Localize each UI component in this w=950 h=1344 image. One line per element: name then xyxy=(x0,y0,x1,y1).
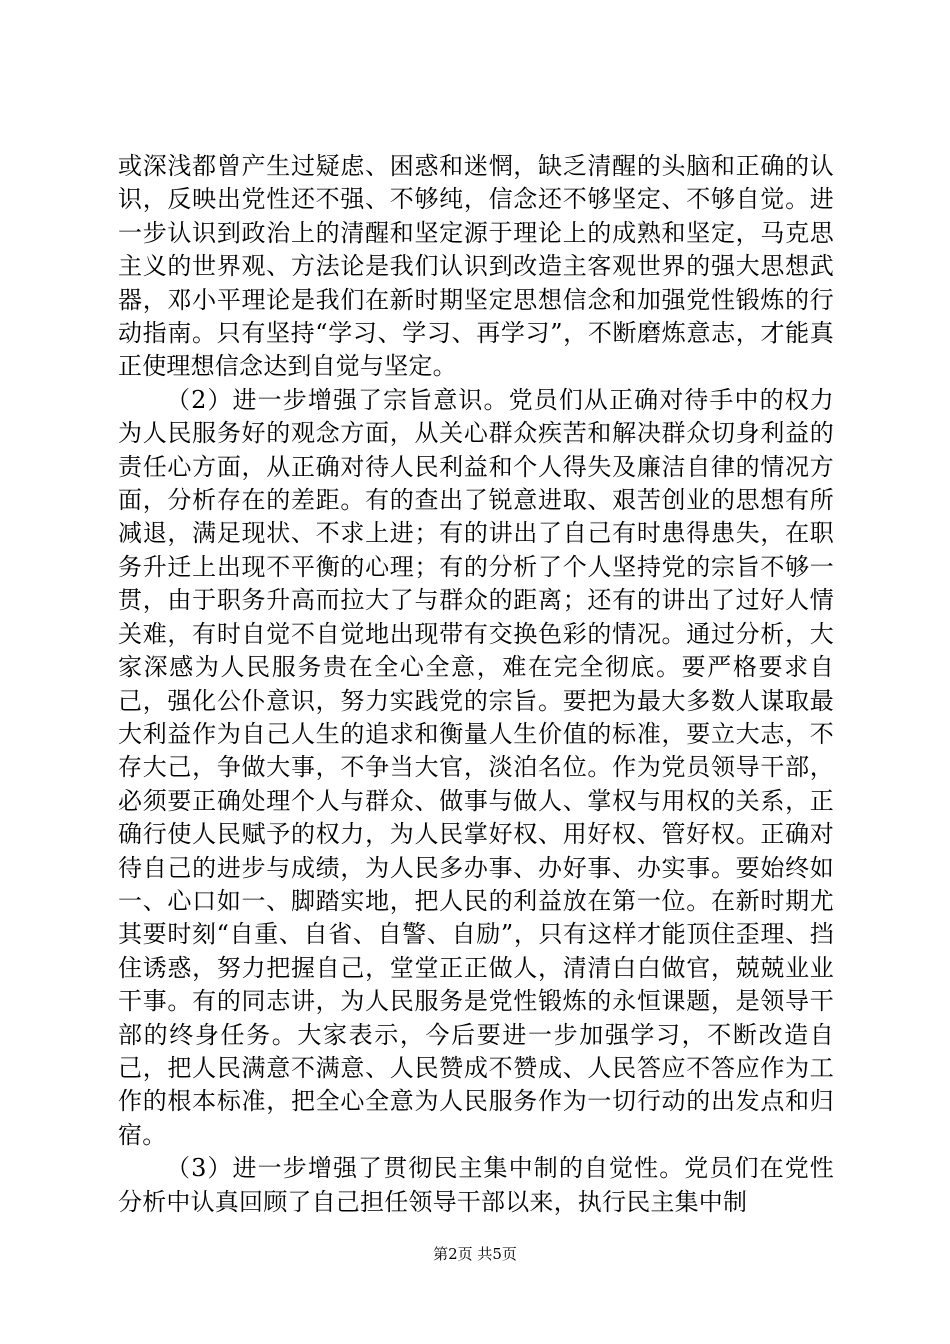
paragraph-continued: 或深浅都曾产生过疑虑、困惑和迷惘，缺乏清醒的头脑和正确的认识，反映出党性还不强、不够纯，信念还不够坚定、不够自觉。进一步认识到政治上的清醒和坚定源于理论上的成熟和坚定，马克思主义的世界观、方法论是我们认识到改造主客观世界的强大思想武器，邓小平理论是我们在新时期坚定思想信念和加强党性锻炼的行动指南。只有坚持“学习、学习、再学习”，不断磨炼意志，才能真正使理想信念达到自觉与坚定。 xyxy=(118,152,834,381)
page-footer: 第2页 共5页 xyxy=(433,1245,517,1263)
paragraph-purpose-awareness: （2）进一步增强了宗旨意识。党员们从正确对待手中的权力为人民服务好的观念方面，从关心群众疾苦和解决群众切身利益的责任心方面，从正确对待人民利益和个人得失及廉洁自律的情况方面，分析存在的差距。有的查出了锐意进取、艰苦创业的思想有所减退，满足现状、不求上进；有的讲出了自己有时患得患失，在职务升迁上出现不平衡的心理；有的分析了个人坚持党的宗旨不够一贯，由于职务升高而拉大了与群众的距离；还有的讲出了过好人情关难，有时自觉不自觉地出现带有交换色彩的情况。通过分析，大家深感为人民服务贵在全心全意，难在完全彻底。要严格要求自己，强化公仆意识，努力实践党的宗旨。要把为最大多数人谋取最大利益作为自己人生的追求和衡量人生价值的标准，要立大志，不存大己，争做大事，不争当大官，淡泊名位。作为党员领导干部，必须要正确处理个人与群众、做事与做人、掌权与用权的关系，正确行使人民赋予的权力，为人民掌好权、用好权、管好权。正确对待自己的进步与成绩，为人民多办事、办好事、办实事。要始终如一、心口如一、脚踏实地，把人民的利益放在第一位。在新时期尤其要时刻“自重、自省、自警、自励”，只有这样才能顶住歪理、挡住诱惑，努力把握自己，堂堂正正做人，清清白白做官，兢兢业业干事。有的同志讲，为人民服务是党性锻炼的永恒课题，是领导干部的终身任务。大家表示，今后要进一步加强学习，不断改造自己，把人民满意不满意、人民赞成不赞成、人民答应不答应作为工作的根本标准，把全心全意为人民服务作为一切行动的出发点和归宿。 xyxy=(118,385,834,1149)
document-body xyxy=(118,150,834,1219)
paragraph-democratic-centralism: （3）进一步增强了贯彻民主集中制的自觉性。党员们在党性分析中认真回顾了自己担任领导干部以来，执行民主集中制 xyxy=(118,1154,834,1216)
